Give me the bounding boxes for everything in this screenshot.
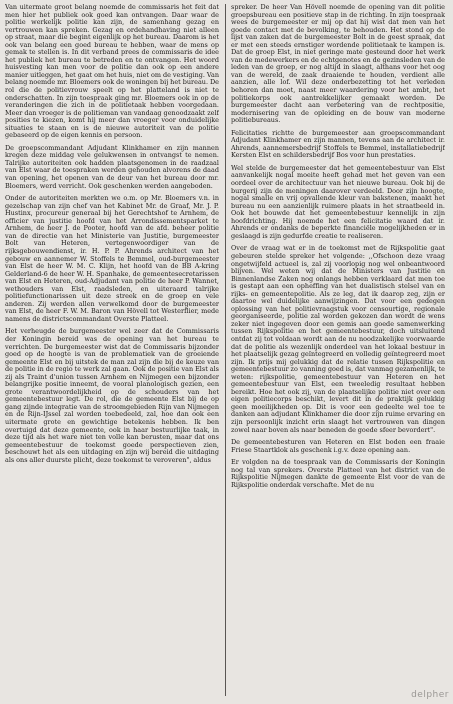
paragraph-congratulations: De groepscommandant Adjudant Klinkhamer en zijn mannen kregen deze middag vele gelukwensen in ontvangst te nemen. Talrijke autoriteiten ook hadden plaatsgenomen in de raadzaal van Elst waar de toespraken werden gehouden alvorens de daad van opening, het openen van de deur van het bureau door mr. Bloemers, werd verricht. Ook geschenken werden aangeboden. [5, 143, 219, 190]
paragraph-reception-importance: Van uitermate groot belang noemde de commissaris het feit dat men hier het publiek ook goed kan ontvangen. Daar waar de politie werkelijk politie kan zijn, de samenhang gezag en vertrouwen kan spreken. Gezag en ordehandhaving niet alleen op straat, maar die begint eigenlijk op het bureau. Daarom is het ook van belang een goed bureau te hebben, waar de mens op gemak te stellen is. In dit verband prees de commissaris de idee het publiek het bureau te betreden en te ontvangen. Het woord huisvesting kan men voor de politie dan ook op een andere manier uitleggen, het gaat om het huis, niet om de vestiging. Van belang noemde mr. Bloemers ook de woningen bij het bureau. De rol die de politievrouw speelt op het platteland is niet te onderschatten. In zijn toespraak ging mr. Bloemers ook in op de veranderingen die zich in de politietaak hebben voorgedaan. Meer dan vroeger is de politieman van vandaag genoodzaakt zelf posities te kiezen, komt hij meer dan vroeger voor onduidelijke situaties te staan en is de nieuwe autoriteit van de politie gebaseerd op de eigen kennis en persoon. [5, 4, 219, 140]
column-divider [225, 4, 226, 696]
paragraph-speaker-statement: spreker. De heer Van Hövell noemde de opening van dit politie groepsbureau een positieve stap in de richting. In zijn toespraak wees de burgemeester er mij op dat hij wist dat men van het goede contact met de bevolking, te behouden. Het stond op de lijst van zaken dat de burgemeester Bolt in de geest spraak, dat er met een steeds ernstiger wordende politietaak te kampen is. Dat de groep Elst, in niet geringe mate gesteund door het werk van de medewerkers en de echtgenotes en de gezinsleden van de leden van de groep, er nog altijd in slaagt, althans voor het oog van de wereld, de zaak draaiende te houden, verdient alle aanzien, alle lof. Wil deze onderbezetting tot het verleden behoren dan moet, naast meer waardering voor het ambt, het politiekorps ook aantrekkelijker gemaakt worden. De burgemeester dacht aan verbetering van de rechtpositie, modernisering van de opleiding en de bouw van moderne politiebureaus. [231, 4, 445, 125]
paragraph-felicitations: Felicitaties richtte de burgemeester aan groepscommandant Adjudant Klinkhamer en zijn mannen, tevens aan de architect ir. Ahrends, aannemersbedrijf Stoffels te Bemmel, installatiebedrijf Kersten Elst en schildersbedrijf Bos voor hun prestaties. [231, 128, 445, 160]
paragraph-architecture-opinion: Wel stelde de burgemeester dat het gemeentebestuur van Elst aanvankelijk nogal moeite heeft gehad met het geven van een oordeel over de architectuur van het nieuwe bureau. Ook bij de burgerij zijn de meningen daarover verdeeld. Door zijn hoogte, nogal smalle en vrij opvallende kleur van bakstenen, maakt het bureau nu een aanzienlijk ruimere plaats in het straatbeeld in. Ook het bouwde dat het gemeentebestuur kennelijk in zijn hoofdrichting. Hij noemde het een felicitatie waard dat ir. Ahrends er ondanks de beperkte financiële mogelijkheden er in geslaagd is zijn gedurfde creatie te realiseren. [231, 163, 445, 240]
archive-watermark: delpher [411, 690, 449, 700]
left-article-column [5, 4, 219, 700]
right-article-column [231, 4, 445, 700]
paragraph-future-police: Over de vraag wat er in de toekomst met de Rijkspolitie gaat gebeuren stelde spreker het volgende: ,,Ofschoon deze vraag ongetwijfeld actueel is, zal zij voorlopig nog wel onbeantwoord blijven. Wel weten wij dat de Ministers van Justitie en Binnenlandse Zaken nog onlangs hebben verklaard dat men toe is gestapt aan een opheffing van het dualistisch stelsel van en rijks- en gemeentepolitie. Als ze leg, dat ik daarop zeg, zijn er daartoe wel duidelijke aanwijzingen. Dat voor een gedegen oplossing van het politievraagstuk voor censourtige, regionale georganiseerde, politie zal worden gekozen dan wordt de wens zeker niet ingegeven door een gemis aan goede samenwerking tussen Rijkspolitie en het gemeentebestuur, doch uitsluitend ontdat zij tot voldaan wordt aan de nu noodzakelijke voorwaarde dat de politie als wezenlijk onderdeel van het lokaal bestuur in het plaatselijk gezag geïntegreerd en volledig geïntegreerd moet zijn. Ik prijs mij gelukkig dat de relatie tussen Rijkspolitie en gemeentebestuur zo vanning goed is, dat vanmag gezamenlijk, te weten: rijkspolitie, gemeentebestuur van Heteren en het gemeentebestuur van Elst, een tweeledig resultaat hebben bereikt. Hoe het ook zij, van de plaatselijke politie niet over een eigen politiecorps beschikt, levert dit in de praktijk gelukkig geen moeilijkheden op. Dit is voor een gedeelte wel toe te danken aan adjudant Klinkhamer die door zijn ruime ervaring en zijn persoonlijk inzicht erin slaagt het vertrouwen van dingen zowel naar boven als naar beneden de goede sfeer bevordert". [231, 244, 445, 434]
paragraph-authorities: Onder de autoriteiten merkten we o.m. op Mr. Bloemers v.n. in gezelschap van zijn chef van het Kabinet Mr. de Graaf, Mr. J. P. Hustinx, procureur generaal bij het Gerechtshof te Arnhem, de officier van justitie hoofd van het Arrondissementsparket te Arnhem, de heer J. de Pooter, hoofd van de afd. beheer politie van de directie van het Ministerie van Justitie, burgemeester Bolt van Heteren, vertegenwoordiger van de rijksgebouwendienst, ir. H. P. P. Ahrends architect van het gebouw en aannemer W. Stoffels te Bemmel, oud-burgemeester van Elst de heer W. M. C. Klijn, het hoofd van de BB A-kring Gelderland-6 de heer W. H. Spanhake, de gemeentesecretarissen van Elst en Heteren, oud-Adjudant van politie de heer P. Wannet, wethouders van Elst, raadsleden, en uiteraard talrijke politiefunctionarissen uit deze streek en de groep en vele anderen. Zij werden allen verwelkomd door de burgemeester van Elst, de heer F. W. M. Baron van Hövell tot Westerflier, mede namens de districtscommandant Overste Platteel. [5, 194, 219, 323]
paragraph-gift-clock: De gemeentebesturen van Heteren en Elst boden een fraaie Friese Staartklok als geschenk i.g.v. deze opening aan. [231, 438, 445, 454]
paragraph-other-speakers: Er volgden na de toespraak van de Commissaris der Koningin nog tal van sprekers. Overste Platteel van het district van de Rijkspolitie Nijmegen dankte de gemeente Elst voor de van de Rijkspolitie onderdak verschafte. Met de nu [231, 458, 445, 489]
paragraph-mayor-speech: Het verheugde de burgemeester wel zeer dat de Commissaris der Koningin bereid was de opening van het bureau te verrichten. De burgemeester wist dat de Commissaris bijzonder goed op de hoogte is van de problematiek van de groeiende gemeente Elst en bij uitstek de man zal zijn die bij de keuze van de politie in de regio te werk zal gaan. Ook de positie van Elst als zij als Traint d'union tussen Arnhem en Nijmegen een bijzonder belangrijke positie inneemt, de vooral planologisch gezien, een grote verantwoordelijkheid op de schouders van het gemeentebestuur legt. De rol, die de gemeente Elst bij de op gang zijnde integratie van de stroomgebieden Rijn van Nijmegen en de Rijn-IJssel zal worden toebedeeld, zal, hoe dan ook een uitermate grote en gewichtige betekenis hebben. Ik ben overtuigd dat deze gemeente, ook in haar bestuurlijke taak, in deze tijd als het ware niet ten volle kan berusten, maar dat ons gemeentebestuur de toekomst goede perspectieven zien, beschouwt het als een uitdaging en zijn wij bereid die uitdaging als ons aller duurste plicht, deze toekomst te veroveren", aldus [5, 327, 219, 464]
